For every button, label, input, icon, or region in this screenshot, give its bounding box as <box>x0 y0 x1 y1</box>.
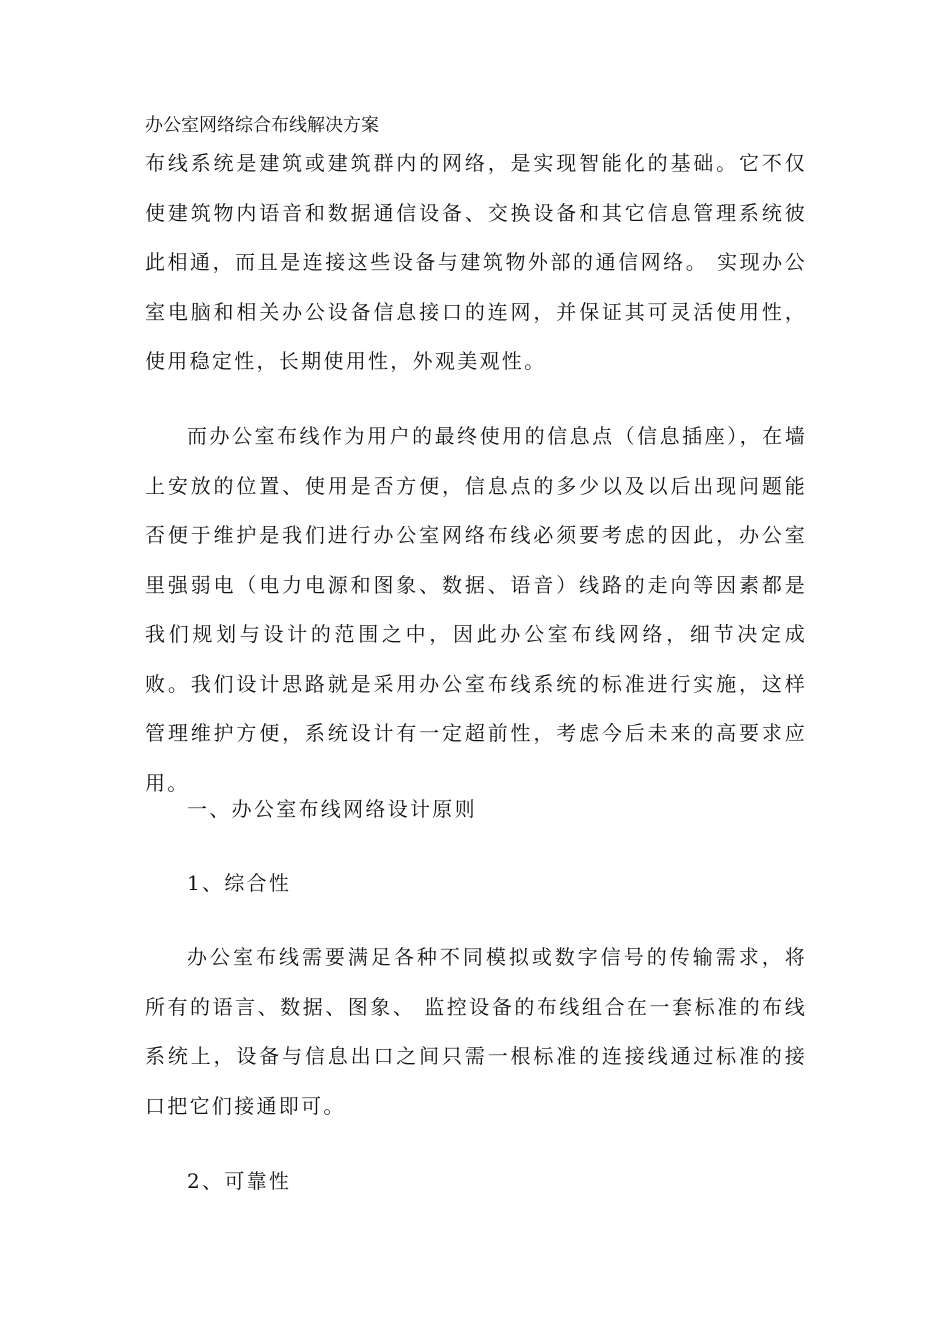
comprehensiveness-paragraph: 办公室布线需要满足各种不同模拟或数字信号的传输需求，将所有的语言、数据、图象、 监控设备的布线组合在一套标准的布线系统上，设备与信息出口之间只需一根标准的连接线通过标准的接口把它们接通即可。 <box>145 945 807 1118</box>
wiring-paragraph: 而办公室布线作为用户的最终使用的信息点（信息插座），在墙上安放的位置、使用是否方便，信息点的多少以及以后出现问题能否便于维护是我们进行办公室网络布线必须要考虑的因此，办公室里强弱电（电力电源和图象、数据、语音）线路的走向等因素都是我们规划与设计的范围之中，因此办公室布线网络，细节决定成败。我们设计思路就是采用办公室布线系统的标准进行实施，这样管理维护方便，系统设计有一定超前性，考虑今后未来的高要求应用。 <box>145 424 807 795</box>
item-heading-reliability: 2、可靠性 <box>187 1169 292 1193</box>
intro-paragraph: 布线系统是建筑或建筑群内的网络，是实现智能化的基础。它不仅使建筑物内语音和数据通信设备、交换设备和其它信息管理系统彼此相通，而且是连接这些设备与建筑物外部的通信网络。 实现办公室电脑和相关办公设备信息接口的连网，并保证其可灵活使用性，使用稳定性，长期使用性，外观美观性。 <box>145 151 807 373</box>
section-heading-design-principles: 一、办公室布线网络设计原则 <box>187 797 477 821</box>
item-heading-comprehensiveness: 1、综合性 <box>187 871 292 895</box>
document-title: 办公室网络综合布线解决方案 <box>145 115 379 136</box>
